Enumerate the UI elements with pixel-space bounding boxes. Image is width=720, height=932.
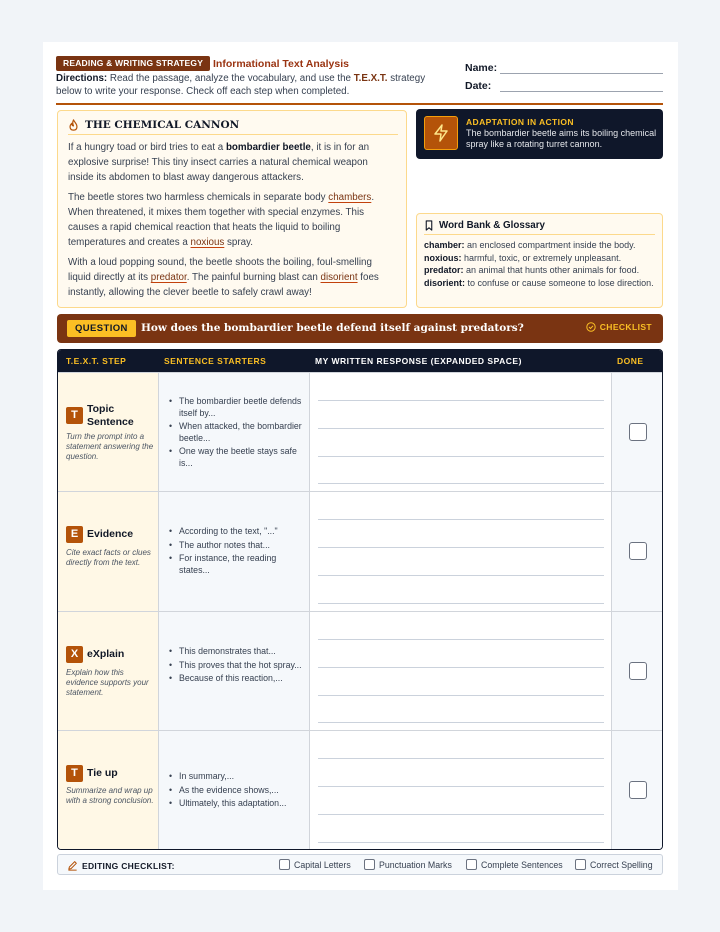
glossary-item: [424, 252, 655, 265]
step-cell: [58, 373, 159, 491]
step-letter: T: [66, 407, 83, 424]
edit-checkbox[interactable]: [466, 859, 477, 870]
done-cell: [612, 612, 663, 730]
edit-check-punctuation[interactable]: [364, 859, 452, 870]
vocab-chambers: chambers: [328, 192, 372, 203]
table-row: [58, 372, 662, 491]
glossary-item: [424, 264, 655, 277]
p1-text-a: If a hungry toad or bird tries to eat a: [68, 142, 226, 153]
done-checkbox[interactable]: [629, 662, 647, 680]
vocab-noxious: noxious: [190, 237, 225, 248]
done-cell: [612, 373, 663, 491]
done-checkbox[interactable]: [629, 781, 647, 799]
checklist-label-text: CHECKLIST: [599, 322, 652, 332]
done-cell: [612, 731, 663, 850]
writing-line: [318, 814, 604, 815]
starter-item: • As the evidence shows,...: [167, 785, 305, 797]
writing-line: [318, 483, 604, 484]
step-name: Topic Sentence: [87, 403, 134, 428]
step-name: Evidence: [87, 528, 134, 540]
edit-checkbox[interactable]: [279, 859, 290, 870]
edit-check-label: Correct Spelling: [590, 859, 653, 870]
starter-item: • Because of this reaction,...: [167, 673, 305, 685]
done-checkbox[interactable]: [629, 423, 647, 441]
done-cell: [612, 492, 663, 611]
response-area[interactable]: [310, 731, 612, 850]
writing-line: [318, 695, 604, 696]
word-bank: [416, 213, 663, 308]
writing-line: [318, 758, 604, 759]
starters-cell: [159, 612, 310, 730]
starter-item: • In summary,...: [167, 771, 305, 783]
check-circle-icon: [586, 322, 596, 332]
directions-text-pre: Read the passage, analyze the vocabulary, and use the: [109, 73, 352, 84]
directions-text-post: strategy below to write your response. Check off each step when completed.: [56, 73, 426, 97]
starter-item: • Ultimately, this adaptation...: [167, 798, 305, 810]
starter-item: • This proves that the hot spray...: [167, 660, 305, 672]
step-description: Cite exact facts or clues directly from the text.: [66, 548, 151, 567]
step-description: Explain how this evidence supports your statement.: [66, 668, 149, 697]
starters-list: [167, 771, 305, 812]
reading-passage: [57, 110, 407, 308]
writing-line: [318, 547, 604, 548]
starter-item: • One way the beetle stays safe is...: [167, 446, 305, 469]
name-label: Name:: [465, 62, 498, 74]
header-response: MY WRITTEN RESPONSE (EXPANDED SPACE): [315, 356, 522, 366]
edit-check-sentences[interactable]: [466, 859, 563, 870]
edit-check-spelling[interactable]: [575, 859, 653, 870]
glossary-term: predator:: [424, 265, 464, 275]
step-cell: [58, 612, 159, 730]
starters-cell: [159, 373, 310, 491]
step-description: Summarize and wrap up with a strong conclusion.: [66, 786, 154, 805]
writing-line: [318, 639, 604, 640]
starter-item: • This demonstrates that...: [167, 646, 305, 658]
name-field[interactable]: [500, 73, 663, 74]
writing-line: [318, 456, 604, 457]
vocab-disorient: disorient: [320, 272, 358, 283]
glossary-definition: harmful, toxic, or extremely unpleasant.: [461, 252, 622, 263]
starters-list: [167, 396, 305, 471]
starter-item: • When attacked, the bombardier beetle...: [167, 421, 305, 444]
adaptation-text: The bombardier beetle aims its boiling chemical spray like a rotating turret cannon.: [466, 128, 657, 149]
flame-icon: [68, 119, 79, 131]
step-letter: E: [66, 526, 83, 543]
step-letter: X: [66, 646, 83, 663]
adaptation-card: [416, 109, 663, 159]
edit-check-label: Capital Letters: [294, 859, 351, 870]
starters-cell: [159, 492, 310, 611]
editing-title-text: EDITING CHECKLIST:: [82, 860, 175, 871]
word-bank-title: [424, 220, 655, 235]
writing-line: [318, 575, 604, 576]
writing-line: [318, 519, 604, 520]
editing-checklist: [57, 854, 663, 875]
writing-line: [318, 667, 604, 668]
starters-list: [167, 646, 305, 687]
p3-text-c: foes instantly, allowing the clever beetle to safely crawl away!: [68, 272, 379, 298]
date-field[interactable]: [500, 91, 663, 92]
header-step: T.E.X.T. STEP: [66, 356, 127, 366]
glossary-item: [424, 239, 655, 252]
passage-title-text: THE CHEMICAL CANNON: [85, 119, 240, 131]
response-area[interactable]: [310, 612, 612, 730]
question-bar: [57, 314, 663, 343]
editing-checklist-title: [67, 860, 175, 871]
glossary-term: noxious:: [424, 252, 462, 263]
passage-paragraph-3: [68, 255, 396, 300]
table-row: [58, 611, 662, 730]
glossary-definition: an animal that hunts other animals for food.: [463, 265, 640, 275]
starter-item: • For instance, the reading states...: [167, 553, 305, 576]
header-done: DONE: [617, 356, 644, 366]
edit-check-label: Punctuation Marks: [379, 859, 452, 870]
glossary-item: [424, 277, 655, 290]
starter-item: • According to the text, "...": [167, 526, 305, 538]
word-bank-title-text: Word Bank & Glossary: [439, 220, 545, 231]
writing-line: [318, 603, 604, 604]
passage-title: [68, 119, 398, 135]
table-row: [58, 730, 662, 850]
p3-text-a: With a loud popping sound, the beetle shoots the boiling, foul-smelling liquid directly at its: [68, 257, 372, 283]
header-divider: [56, 103, 663, 105]
glossary-definition: an enclosed compartment inside the body.: [464, 240, 636, 250]
table-row: [58, 491, 662, 611]
step-description: Turn the prompt into a statement answering the question.: [66, 432, 154, 461]
header-starters: SENTENCE STARTERS: [164, 356, 267, 366]
date-label: Date:: [465, 80, 492, 92]
writing-line: [318, 786, 604, 787]
glossary-term: disorient:: [424, 277, 466, 288]
step-name: Tie up: [87, 767, 118, 779]
text-strategy-table: [57, 349, 663, 850]
pencil-icon: [67, 860, 78, 871]
starter-item: • The bombardier beetle defends itself by...: [167, 396, 305, 419]
done-checkbox[interactable]: [629, 542, 647, 560]
p2-text-a: The beetle stores two harmless chemicals in separate body: [68, 192, 329, 203]
question-badge: QUESTION: [67, 320, 136, 337]
writing-line: [318, 400, 604, 401]
strategy-badge: READING & WRITING STRATEGY: [56, 56, 210, 71]
writing-line: [318, 842, 604, 843]
step-cell: [58, 492, 159, 611]
p2-text-b: . When threatened, it mixes them together with special enzymes. This causes a rapid chemical reaction that heats the liquid to boiling temperatures and creates a: [68, 192, 375, 248]
writing-line: [318, 428, 604, 429]
passage-paragraph-1: [68, 140, 396, 185]
starter-item: • The author notes that...: [167, 540, 305, 552]
directions: [56, 73, 436, 98]
edit-check-capitals[interactable]: [279, 859, 351, 870]
response-area[interactable]: [310, 373, 612, 491]
directions-label: Directions:: [56, 73, 108, 84]
worksheet-subtitle: Informational Text Analysis: [213, 58, 349, 70]
lightning-icon: [424, 116, 458, 150]
directions-highlight: T.E.X.T.: [353, 73, 388, 84]
response-area[interactable]: [310, 492, 612, 611]
adaptation-title: ADAPTATION IN ACTION: [466, 117, 574, 127]
edit-checkbox[interactable]: [575, 859, 586, 870]
starters-list: [167, 526, 305, 578]
p1-key-term: bombardier beetle: [225, 142, 311, 153]
writing-line: [318, 722, 604, 723]
p3-text-b: . The painful burning blast can: [186, 272, 321, 283]
passage-paragraph-2: [68, 190, 396, 250]
checklist-label: [586, 322, 652, 332]
step-name: eXplain: [87, 648, 125, 660]
question-text: How does the bombardier beetle defend itself against predators?: [141, 322, 524, 334]
vocab-predator: predator: [150, 272, 187, 283]
glossary-term: chamber:: [424, 240, 465, 250]
table-header: [58, 350, 662, 372]
edit-check-label: Complete Sentences: [481, 859, 563, 870]
step-letter: T: [66, 765, 83, 782]
step-cell: [58, 731, 159, 850]
edit-checkbox[interactable]: [364, 859, 375, 870]
starters-cell: [159, 731, 310, 850]
p2-text-c: spray.: [224, 237, 253, 248]
worksheet-header: [56, 56, 663, 104]
bookmark-icon: [424, 220, 434, 231]
glossary-definition: to confuse or cause someone to lose direction.: [465, 277, 654, 288]
p1-text-b: , it is in for an explosive surprise! This tiny insect carries a natural chemical weapon inside its abdomen to blast away dangerous attackers.: [68, 142, 370, 183]
